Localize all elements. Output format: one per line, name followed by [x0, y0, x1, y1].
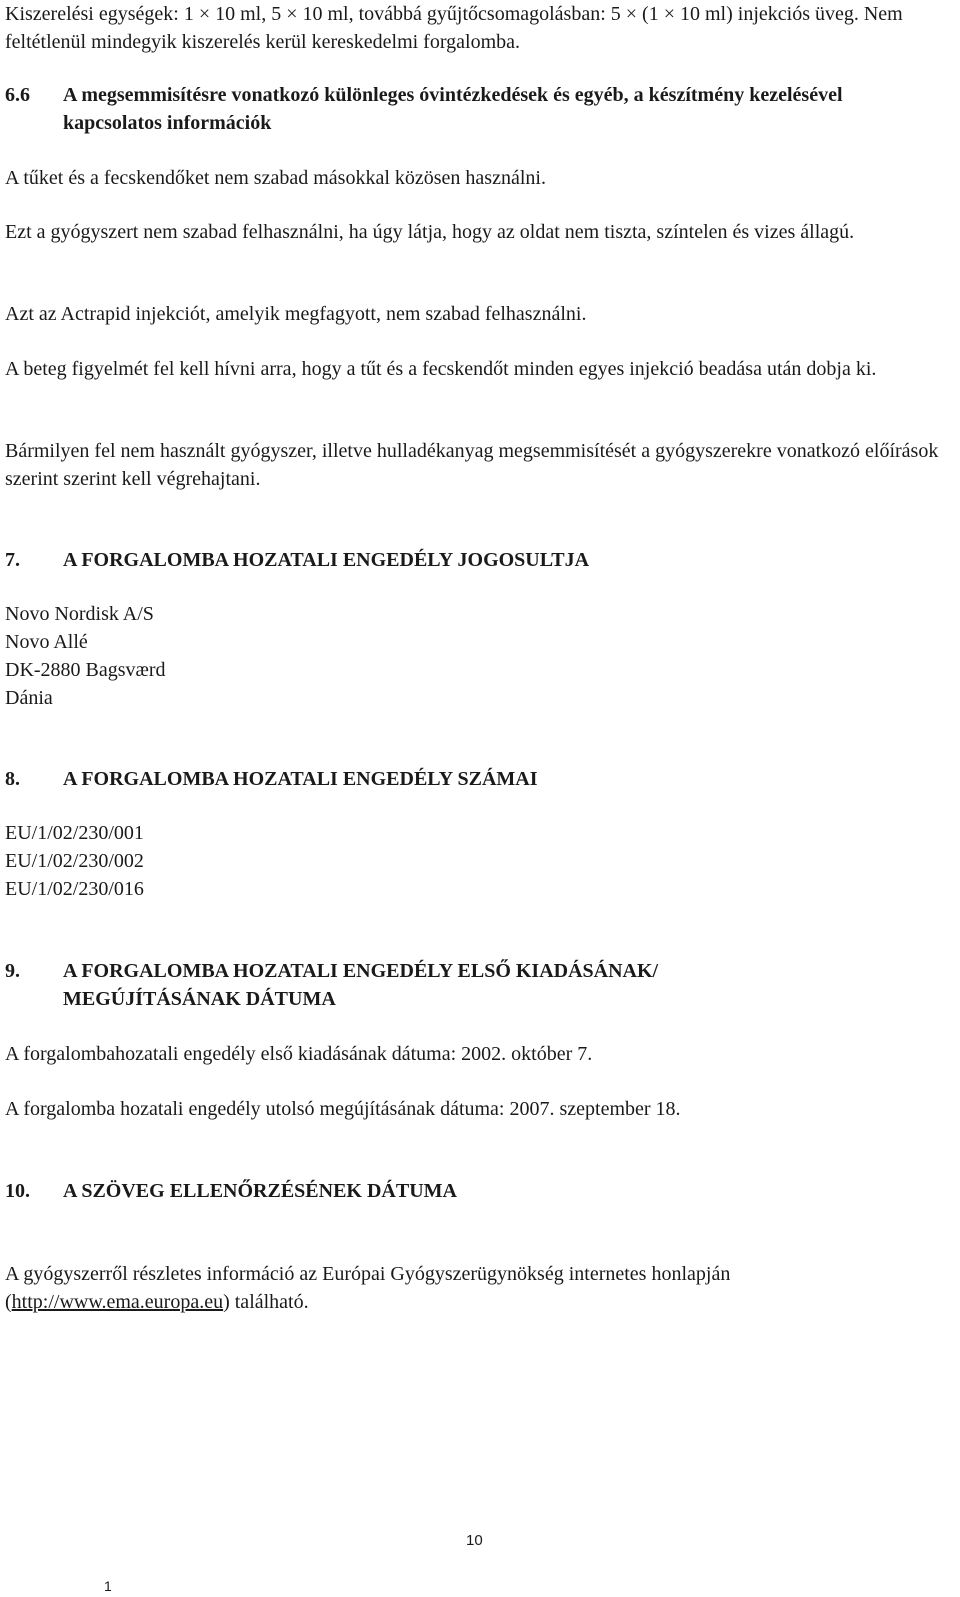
section-10-heading — [5, 1177, 940, 1205]
ema-info-paragraph — [5, 1260, 940, 1316]
address-line: DK-2880 Bagsværd — [5, 659, 166, 681]
registration-number: EU/1/02/230/016 — [5, 878, 144, 900]
section-6-6-heading — [5, 81, 940, 137]
last-renewal-date: A forgalomba hozatali engedély utolsó megújításának dátuma: 2007. szeptember 18. — [5, 1098, 681, 1120]
footer-sub-number: 1 — [104, 1578, 112, 1594]
paragraph-discard: A beteg figyelmét fel kell hívni arra, hogy a tűt és a fecskendőt minden egyes injekció beadása után dobja ki. — [5, 358, 877, 380]
ema-info-text: A gyógyszerről részletes információ az Európai Gyógyszerügynökség internetes honlapján ( — [5, 1263, 731, 1313]
section-title: A SZÖVEG ELLENŐRZÉSÉNEK DÁTUMA — [63, 1180, 457, 1202]
section-title: A FORGALOMBA HOZATALI ENGEDÉLY SZÁMAI — [63, 768, 538, 790]
section-title: A megsemmisítésre vonatkozó különleges óvintézkedések és egyéb, a készítmény kezelésével kapcsolatos információk — [63, 84, 843, 134]
ema-website-link[interactable]: http://www.ema.europa.eu — [11, 1291, 224, 1313]
section-8-heading — [5, 765, 940, 793]
section-9-heading — [5, 957, 785, 1013]
section-title: A FORGALOMBA HOZATALI ENGEDÉLY JOGOSULTJA — [63, 549, 590, 571]
registration-number: EU/1/02/230/001 — [5, 822, 144, 844]
paragraph-disposal: Bármilyen fel nem használt gyógyszer, illetve hulladékanyag megsemmisítését a gyógyszerekre vonatkozó előírások szerint szerint kell végrehajtani. — [5, 440, 939, 490]
address-line: Novo Nordisk A/S — [5, 603, 154, 625]
section-number: 10. — [5, 1180, 30, 1202]
paragraph-needles: A tűket és a fecskendőket nem szabad másokkal közösen használni. — [5, 167, 546, 189]
registration-numbers — [5, 819, 940, 903]
section-title: A FORGALOMBA HOZATALI ENGEDÉLY ELSŐ KIADÁSÁNAK/ MEGÚJÍTÁSÁNAK DÁTUMA — [63, 960, 659, 1010]
registration-number: EU/1/02/230/002 — [5, 850, 144, 872]
holder-address — [5, 600, 940, 712]
address-line: Dánia — [5, 687, 53, 709]
paragraph-solution-check: Ezt a gyógyszert nem szabad felhasználni, ha úgy látja, hogy az oldat nem tiszta, színtelen és vizes állagú. — [5, 221, 855, 243]
section-number: 7. — [5, 549, 20, 571]
ema-info-text-end: ) található. — [223, 1291, 309, 1313]
section-number: 9. — [5, 960, 20, 982]
paragraph-frozen: Azt az Actrapid injekciót, amelyik megfagyott, nem szabad felhasználni. — [5, 303, 587, 325]
address-line: Novo Allé — [5, 631, 88, 653]
first-issue-date: A forgalombahozatali engedély első kiadásának dátuma: 2002. október 7. — [5, 1043, 593, 1065]
page-number: 10 — [466, 1532, 483, 1549]
section-7-heading — [5, 546, 940, 574]
section-number: 6.6 — [5, 84, 30, 106]
packaging-paragraph: Kiszerelési egységek: 1 × 10 ml, 5 × 10 ml, továbbá gyűjtőcsomagolásban: 5 × (1 × 10 ml) injekciós üveg. Nem feltétlenül mindegyik kiszerelés kerül kereskedelmi forgalomba. — [5, 3, 903, 53]
section-number: 8. — [5, 768, 20, 790]
